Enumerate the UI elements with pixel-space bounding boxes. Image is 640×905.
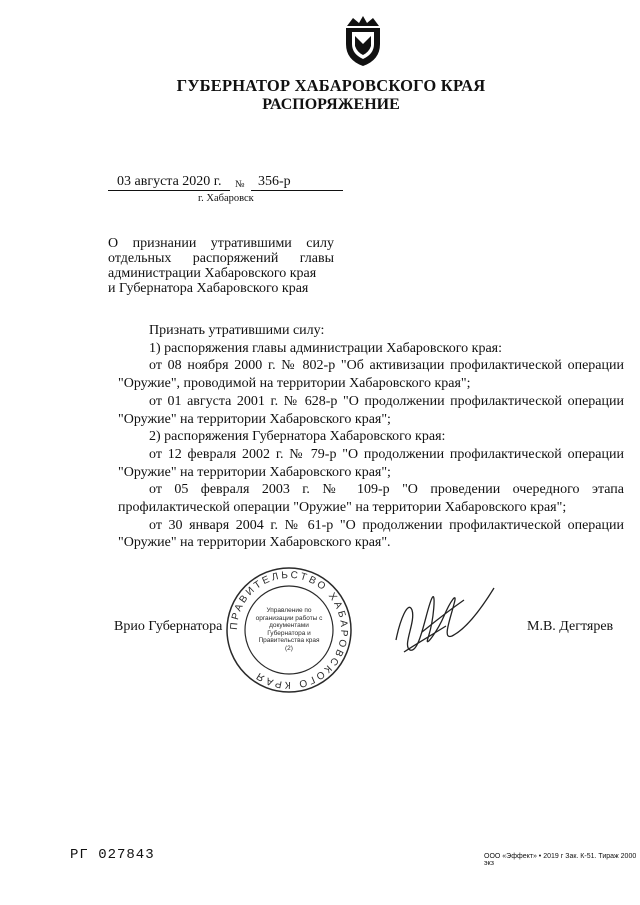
form-serial-number: РГ 027843 (70, 847, 155, 863)
subject-line: администрации Хабаровского края (108, 266, 317, 281)
body-item-1b: от 01 августа 2001 г. № 628-р "О продолжении профилактической операции "Оружие" на территории Хабаровского края"; (118, 393, 624, 427)
number-underline (251, 190, 343, 191)
document-number: 356-р (258, 174, 291, 189)
stamp-ring-text: ПРАВИТЕЛЬСТВО ХАБАРОВСКОГО КРАЯ (228, 569, 350, 691)
coat-of-arms-icon (341, 14, 385, 68)
body-item-2b: от 05 февраля 2003 г. № 109-р "О проведении очередного этапа профилактической операции "Оружие" на территории Хабаровского края"; (118, 482, 624, 516)
authority-title: ГУБЕРНАТОР ХАБАРОВСКОГО КРАЯ (176, 76, 486, 95)
number-sign: № (235, 179, 245, 190)
subject-line: и Губернатора Хабаровского края (108, 281, 309, 296)
document-city: г. Хабаровск (198, 193, 254, 204)
body-item-2c: от 30 января 2004 г. № 61-р "О продолжении профилактической операции "Оружие" на территории Хабаровского края". (118, 517, 624, 551)
document-type: РАСПОРЯЖЕНИЕ (262, 96, 400, 113)
body-item-2: 2) распоряжения Губернатора Хабаровского края: (149, 429, 446, 445)
printer-imprint: ООО «Эффект» • 2019 г Зак. К-51. Тираж 2000 экз (484, 853, 637, 867)
document-date: 03 августа 2020 г. (117, 174, 222, 189)
body-item-1: 1) распоряжения главы администрации Хабаровского края: (149, 340, 502, 356)
subject-line: О признании утратившими силу (108, 236, 334, 251)
body-item-1a: от 08 ноября 2000 г. № 802-р "Об активизации профилактической операции "Оружие", проводимой на территории Хабаровского края"; (118, 358, 624, 392)
official-stamp (224, 565, 354, 695)
date-underline (108, 190, 230, 191)
signer-name: М.В. Дегтярев (527, 619, 614, 634)
body-item-2a: от 12 февраля 2002 г. № 79-р "О продолжении профилактической операции "Оружие" на территории Хабаровского края"; (118, 446, 624, 480)
document-subject (108, 236, 334, 296)
stamp-inner-text: Управление по организации работы с документами Губернатора и Правительства края (2) (255, 607, 323, 652)
document-body (118, 322, 624, 552)
signer-position: Врио Губернатора (114, 619, 223, 634)
handwritten-signature (386, 580, 506, 666)
subject-line: отдельных распоряжений главы (108, 251, 334, 266)
body-intro: Признать утратившими силу: (149, 323, 325, 338)
